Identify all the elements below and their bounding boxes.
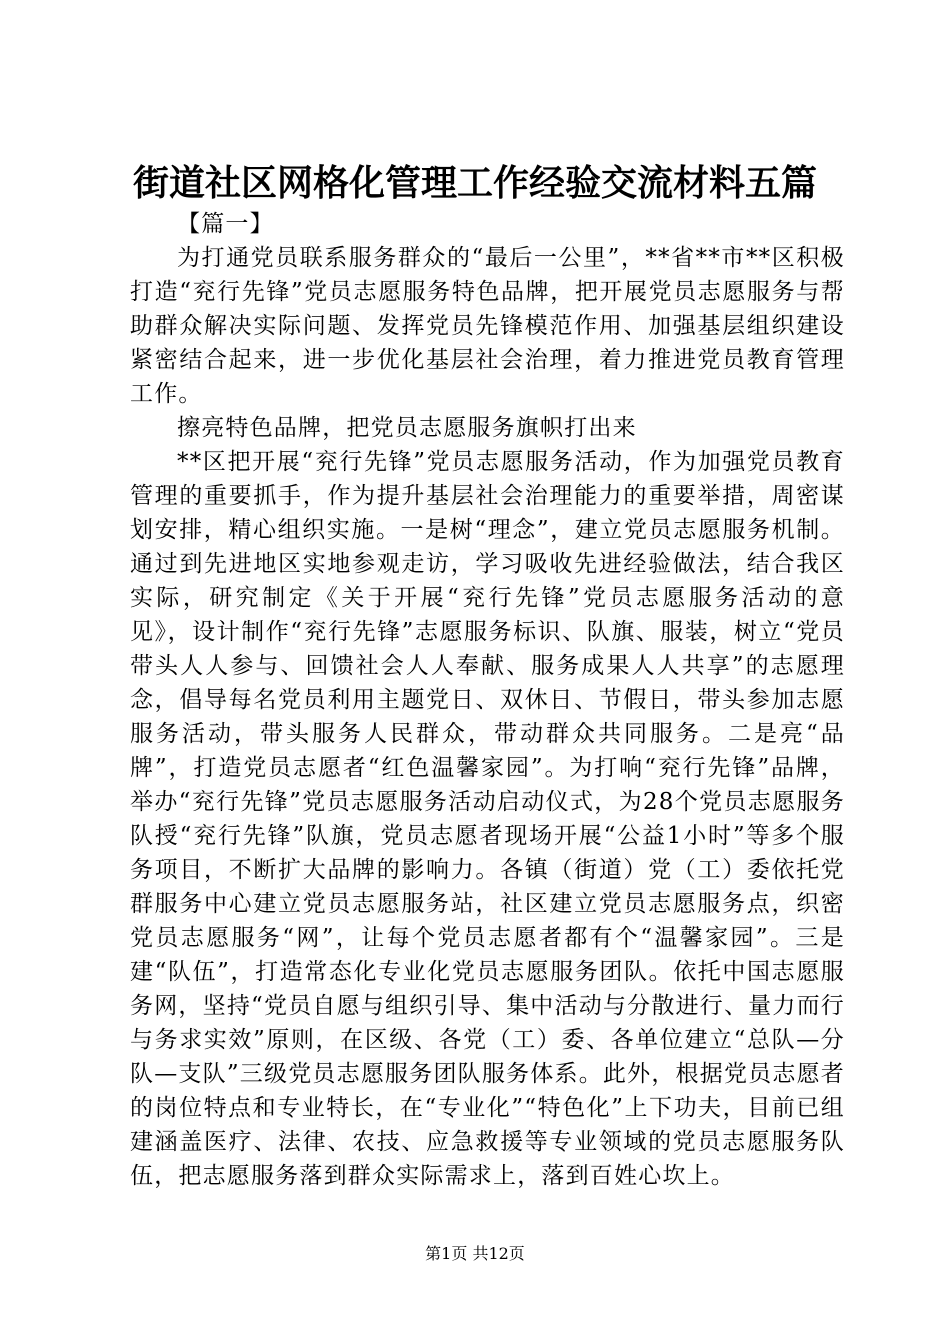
section-label: 【篇一】 xyxy=(177,211,274,237)
page-footer: 第1页 共12页 xyxy=(425,1244,525,1263)
paragraph-subheading: 擦亮特色品牌，把党员志愿服务旗帜打出来 xyxy=(177,415,637,441)
document-body xyxy=(130,207,845,1193)
paragraph-main: **区把开展“兖行先锋”党员志愿服务活动，作为加强党员教育管理的重要抓手，作为提升基层社会治理能力的重要举措，周密谋划安排，精心组织实施。一是树“理念”，建立党员志愿服务机制。通过到先进地区实地参观走访，学习吸收先进经验做法，结合我区实际，研究制定《关于开展“兖行先锋”党员志愿服务活动的意见》，设计制作“兖行先锋”志愿服务标识、队旗、服装，树立“党员带头人人参与、回馈社会人人奉献、服务成果人人共享”的志愿理念，倡导每名党员利用主题党日、双休日、节假日，带头参加志愿服务活动，带头服务人民群众，带动群众共同服务。二是亮“品牌”，打造党员志愿者“红色温馨家园”。为打响“兖行先锋”品牌，举办“兖行先锋”党员志愿服务活动启动仪式，为28个党员志愿服务队授“兖行先锋”队旗，党员志愿者现场开展“公益1小时”等多个服务项目，不断扩大品牌的影响力。各镇（街道）党（工）委依托党群服务中心建立党员志愿服务站，社区建立党员志愿服务点，织密党员志愿服务“网”，让每个党员志愿者都有个“温馨家园”。三是建“队伍”，打造常态化专业化党员志愿服务团队。依托中国志愿服务网，坚持“党员自愿与组织引导、集中活动与分散进行、量力而行与务求实效”原则，在区级、各党（工）委、各单位建立“总队—分队—支队”三级党员志愿服务团队服务体系。此外，根据党员志愿者的岗位特点和专业特长，在“专业化”“特色化”上下功夫，目前已组建涵盖医疗、法律、农技、应急救援等专业领域的党员志愿服务队伍，把志愿服务落到群众实际需求上，落到百姓心坎上。 xyxy=(130,449,845,1189)
document-title: 街道社区网格化管理工作经验交流材料五篇 xyxy=(132,162,817,204)
paragraph-intro: 为打通党员联系服务群众的“最后一公里”，**省**市**区积极打造“兖行先锋”党员志愿服务特色品牌，把开展党员志愿服务与帮助群众解决实际问题、发挥党员先锋模范作用、加强基层组织建设紧密结合起来，进一步优化基层社会治理，着力推进党员教育管理工作。 xyxy=(130,245,845,407)
